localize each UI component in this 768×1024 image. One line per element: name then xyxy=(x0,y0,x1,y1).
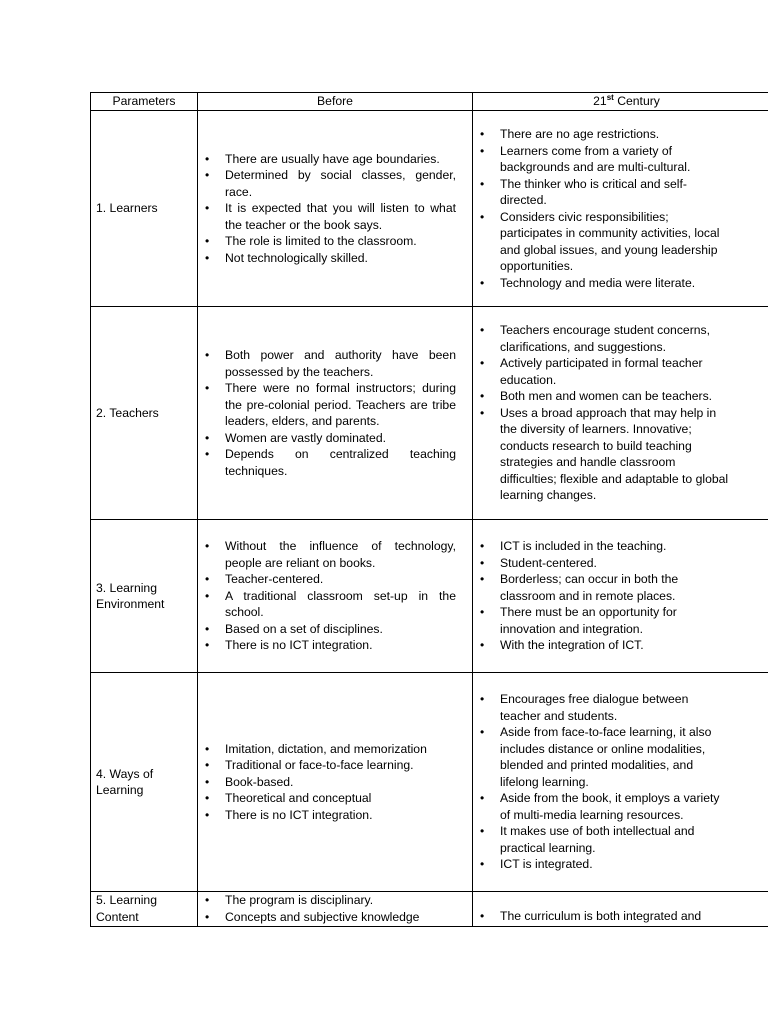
list-item: • Determined by social classes, gender, race. xyxy=(225,167,456,200)
list-item: • The thinker who is critical and self- directed. xyxy=(500,176,768,209)
table-header-row xyxy=(91,93,768,111)
before-cell xyxy=(198,892,473,927)
list-item-text: ICT is integrated. xyxy=(500,857,593,872)
list-item-text: Both men and women can be teachers. xyxy=(500,389,713,404)
list-item: • Encourages free dialogue between teacher and students. xyxy=(500,691,768,724)
list-item: • Based on a set of disciplines. xyxy=(225,621,456,638)
list-item: • There are usually have age boundaries. xyxy=(225,151,456,168)
list-item xyxy=(500,126,768,143)
before-cell xyxy=(198,307,473,520)
list-item: • It is expected that you will listen to what the teacher or the book says. xyxy=(225,200,456,233)
header-century-suffix: st xyxy=(606,93,614,103)
list-item-text: There are no age restrictions. xyxy=(500,127,660,141)
list-item: • Learners come from a variety of backgrounds and are multi-cultural. xyxy=(500,143,768,176)
list-item: • Aside from face-to-face learning, it also includes distance or online modalities, blended and printed modalities, and lifelong learning. xyxy=(500,724,768,790)
list-item: • Theoretical and conceptual xyxy=(225,790,456,807)
list-item: • Teachers encourage student concerns, clarifications, and suggestions. xyxy=(500,322,768,355)
list-item: • There is no ICT integration. xyxy=(225,637,456,654)
list-item: • Not technologically skilled. xyxy=(225,250,456,267)
after-list xyxy=(473,126,768,291)
list-item: • Without the influence of technology, people are reliant on books. xyxy=(225,538,456,571)
list-item: • Aside from the book, it employs a variety of multi-media learning resources. xyxy=(500,790,768,823)
list-item-text: Student-centered. xyxy=(500,555,597,570)
after-cell xyxy=(473,111,768,307)
table-row xyxy=(91,892,768,927)
list-item xyxy=(500,538,768,555)
before-cell xyxy=(198,520,473,673)
list-item: • Concepts and subjective knowledge xyxy=(225,909,456,926)
after-cell xyxy=(473,673,768,892)
parameter-cell: 3. Learning Environment xyxy=(91,520,198,673)
list-item: • A traditional classroom set-up in the school. xyxy=(225,588,456,621)
table-row xyxy=(91,307,768,520)
list-item: • Teacher-centered. xyxy=(225,571,456,588)
list-item: • The program is disciplinary. xyxy=(225,892,456,909)
parameter-cell: 1. Learners xyxy=(91,111,198,307)
after-list xyxy=(473,691,768,873)
list-item: • Both power and authority have been possessed by the teachers. xyxy=(225,347,456,380)
before-cell xyxy=(198,673,473,892)
after-cell xyxy=(473,892,768,927)
header-century-word: Century xyxy=(613,94,660,109)
before-list xyxy=(198,892,472,925)
header-century-number: 21 xyxy=(593,94,607,109)
list-item: • It makes use of both intellectual and practical learning. xyxy=(500,823,768,856)
header-21st-century xyxy=(473,93,768,111)
before-list xyxy=(198,151,472,267)
list-item-text: ICT is included in the teaching. xyxy=(500,539,667,554)
list-item: • Traditional or face-to-face learning. xyxy=(225,757,456,774)
header-parameters: Parameters xyxy=(91,93,198,111)
table-row xyxy=(91,111,768,307)
table-row xyxy=(91,673,768,892)
after-list xyxy=(473,908,768,925)
before-list xyxy=(198,347,472,479)
list-item xyxy=(500,856,768,873)
list-item xyxy=(500,555,768,572)
before-list xyxy=(198,741,472,824)
after-list xyxy=(473,322,768,504)
before-cell xyxy=(198,111,473,307)
list-item-text: With the integration of ICT. xyxy=(500,638,644,653)
list-item: • Depends on centralized teaching techniques. xyxy=(225,446,456,479)
after-cell xyxy=(473,520,768,673)
table-row xyxy=(91,520,768,673)
list-item: • There is no ICT integration. xyxy=(225,807,456,824)
list-item: • Uses a broad approach that may help in the diversity of learners. Innovative; conducts research to build teaching strategies and handle classroom difficulties; flexible and adaptable to global learning changes. xyxy=(500,405,768,504)
list-item-text: Technology and media were literate. xyxy=(500,275,696,290)
comparison-table xyxy=(90,92,768,927)
list-item: • Borderless; can occur in both the classroom and in remote places. xyxy=(500,571,768,604)
list-item: • Imitation, dictation, and memorization xyxy=(225,741,456,758)
list-item xyxy=(500,908,768,925)
before-list xyxy=(198,538,472,654)
list-item-text: The curriculum is both integrated and xyxy=(500,908,702,923)
list-item: • Considers civic responsibilities; participates in community activities, local and global issues, and young leadership opportunities. xyxy=(500,209,768,275)
parameter-cell: 5. Learning Content xyxy=(91,892,198,927)
list-item: • Book-based. xyxy=(225,774,456,791)
list-item: • Women are vastly dominated. xyxy=(225,430,456,447)
list-item xyxy=(500,388,768,405)
list-item: • There were no formal instructors; during the pre-colonial period. Teachers are tribe leaders, elders, and parents. xyxy=(225,380,456,430)
list-item: • There must be an opportunity for innovation and integration. xyxy=(500,604,768,637)
list-item xyxy=(500,275,768,292)
parameter-cell: 2. Teachers xyxy=(91,307,198,520)
list-item: • Actively participated in formal teacher education. xyxy=(500,355,768,388)
after-cell xyxy=(473,307,768,520)
list-item xyxy=(500,637,768,654)
parameter-cell: 4. Ways of Learning xyxy=(91,673,198,892)
list-item: • The role is limited to the classroom. xyxy=(225,233,456,250)
after-list xyxy=(473,538,768,654)
header-before: Before xyxy=(198,93,473,111)
